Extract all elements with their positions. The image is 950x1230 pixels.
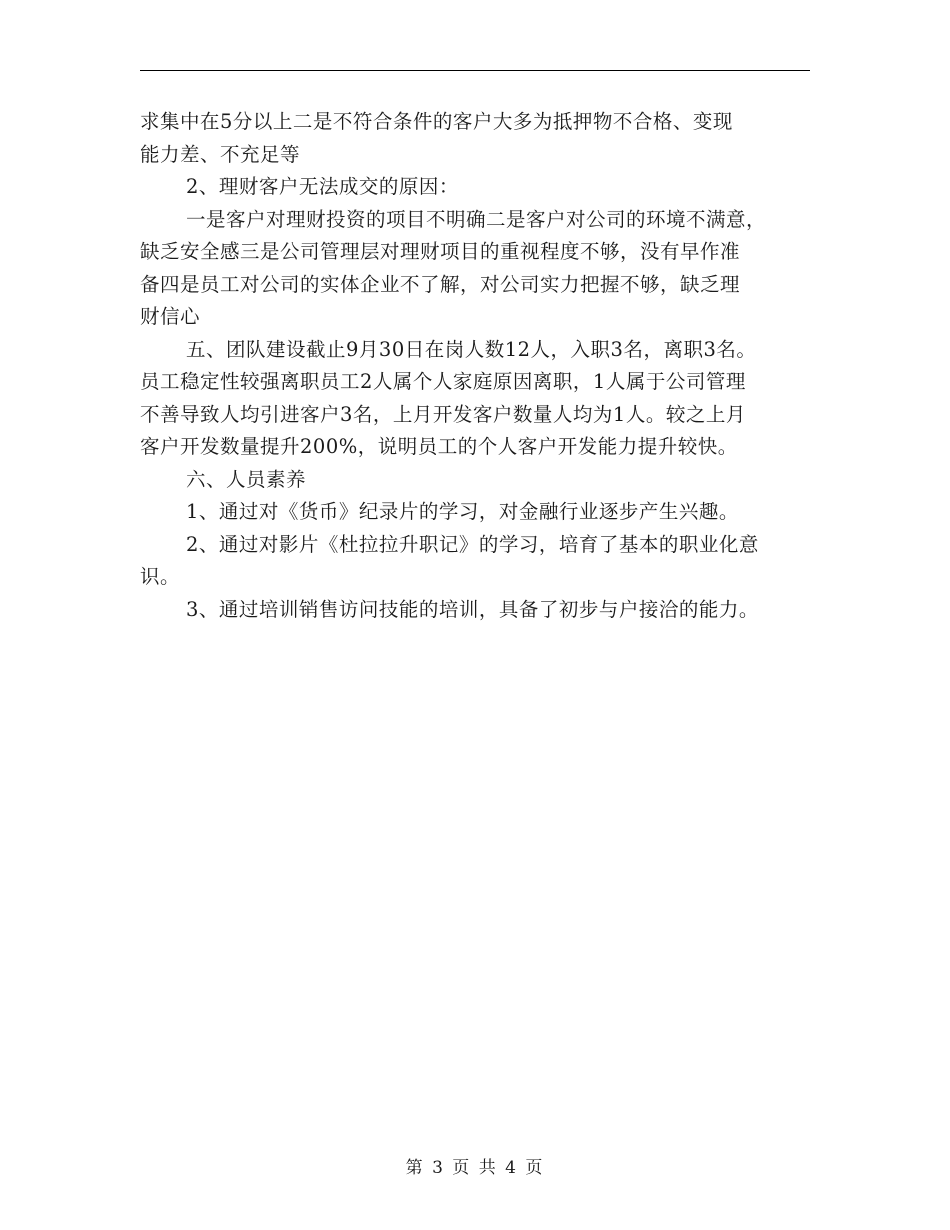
document-body	[140, 106, 815, 626]
text-line: 财信心	[140, 305, 201, 328]
text-line: 客户开发数量提升200%，说明员工的个人客户开发能力提升较快。	[140, 435, 738, 458]
section-heading: 六、人员素养	[186, 467, 307, 491]
header-rule	[140, 70, 810, 71]
text-line: 员工稳定性较强离职员工2人属个人家庭原因离职，1人属于公司管理	[140, 370, 746, 393]
list-item: 3、通过培训销售访问技能的培训，具备了初步与户接洽的能力。	[186, 597, 759, 621]
text-line: 识。	[140, 565, 181, 588]
text-line: 不善导致人均引进客户3名，上月开发客户数量人均为1人。较之上月	[140, 402, 746, 426]
list-item: 2、通过对影片《杜拉拉升职记》的学习，培育了基本的职业化意	[186, 532, 759, 556]
section-heading: 2、理财客户无法成交的原因：	[186, 175, 459, 198]
list-item: 1、通过对《货币》纪录片的学习，对金融行业逐步产生兴趣。	[186, 500, 739, 523]
text-line: 缺乏安全感三是公司管理层对理财项目的重视程度不够，没有早作准	[140, 240, 741, 263]
text-line: 能力差、不充足等	[140, 142, 301, 166]
page-number: 第 3 页 共 4 页	[405, 1158, 545, 1178]
text-line: 求集中在5分以上二是不符合条件的客户大多为抵押物不合格、变现	[140, 110, 733, 133]
text-line: 备四是员工对公司的实体企业不了解，对公司实力把握不够，缺乏理	[140, 272, 741, 296]
text-line: 一是客户对理财投资的项目不明确二是客户对公司的环境不满意，	[186, 207, 767, 231]
section-heading: 五、团队建设截止9月30日在岗人数12人，入职3名，离职3名。	[186, 337, 757, 361]
